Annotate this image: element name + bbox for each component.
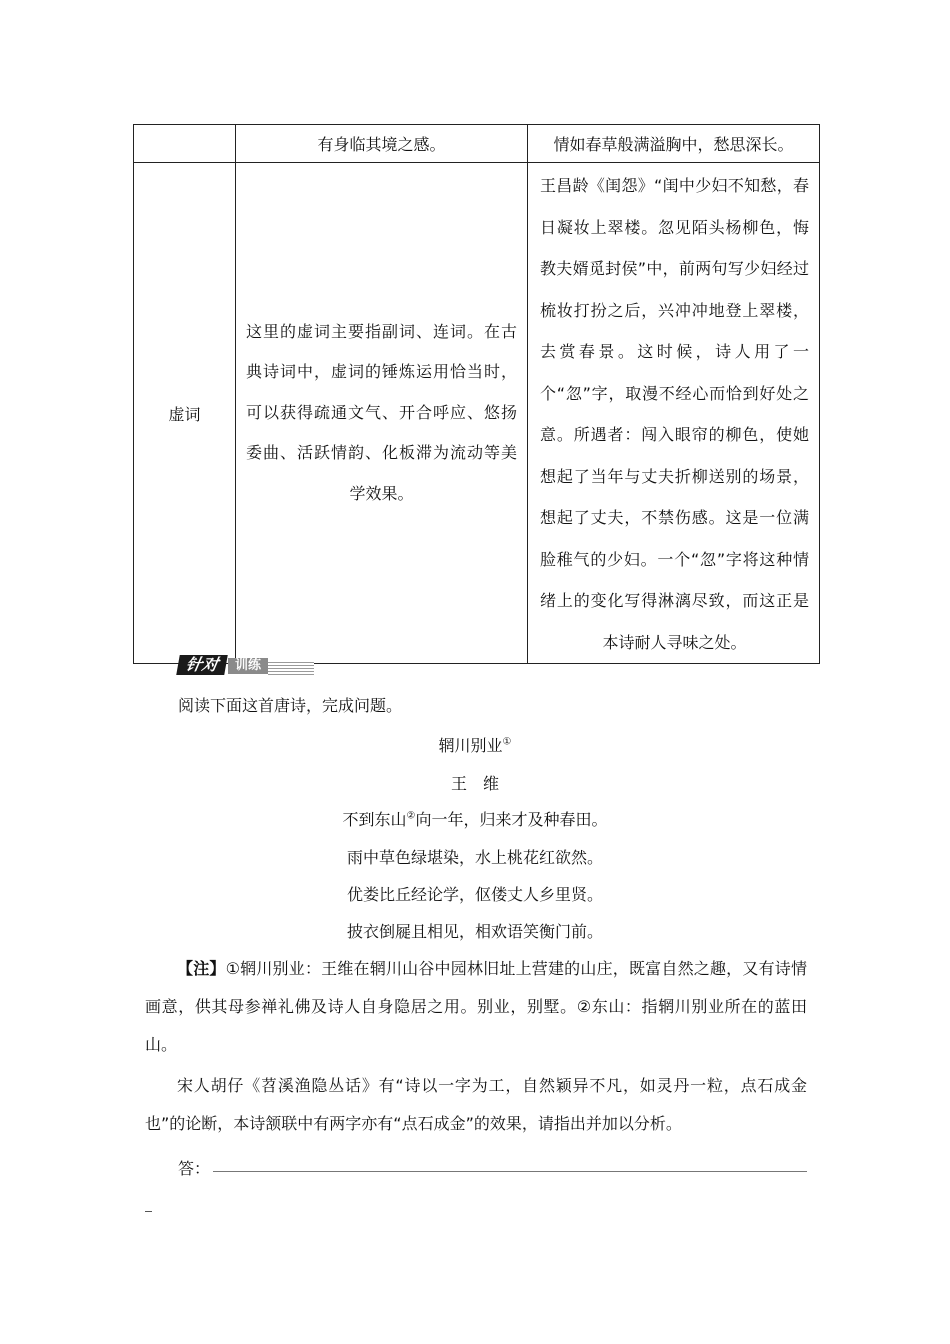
question-text: 宋人胡仔《苕溪渔隐丛话》有“诗以一字为工，自然颖异不凡，如灵丹一粒，点石成金也”的论断，本诗颔联中有两字亦有“点石成金”的效果，请指出并加以分析。 [145, 1076, 807, 1133]
poem-line: 雨中草色绿堪染，水上桃花红欲然。 [346, 848, 603, 867]
table-cell-category [134, 125, 236, 163]
poem-note [145, 950, 807, 1064]
comparison-table [133, 124, 820, 664]
table-cell-explanation [236, 163, 528, 664]
banner-stripes [268, 662, 314, 675]
answer-line[interactable] [213, 1171, 807, 1172]
note-label: 【注】 [177, 959, 226, 978]
footnote-mark: ① [502, 736, 512, 748]
answer-line-continuation [145, 1211, 152, 1212]
poem-line-part: 不到东山 [342, 810, 407, 829]
poem-line [0, 807, 950, 830]
banner-label-primary: 针对 [176, 655, 228, 675]
poem-line: 披衣倒屣且相见，相欢语笑衡门前。 [346, 922, 603, 941]
poem-author: 王 维 [450, 774, 499, 793]
answer-label: 答： [178, 1159, 211, 1178]
table-cell-example [528, 163, 820, 664]
example-text: 王昌龄《闺怨》“闺中少妇不知愁，春日凝妆上翠楼。忽见陌头杨柳色，悔教夫婿觅封侯”中，前两句写少妇经过梳妆打扮之后，兴冲冲地登上翠楼，去赏春景。这时候，诗人用了一个“忽”字，取漫不经心而恰到好处之意。所遇者：闯入眼帘的柳色，使她想起了当年与丈夫折柳送别的场景，想起了丈夫，不禁伤感。这是一位满脸稚气的少妇。一个“忽”字将这种情绪上的变化写得淋漓尽致，而这正是本诗耐人寻味之处。 [540, 176, 809, 652]
explanation-text: 这里的虚词主要指副词、连词。在古典诗词中，虚词的锤炼运用恰当时，可以获得疏通文气、开合呼应、悠扬委曲、活跃情韵、化板滞为流动等美学效果。 [246, 321, 517, 503]
footnote-mark: ② [406, 810, 416, 822]
table-row [134, 125, 820, 163]
table-cell-example: 情如春草般满溢胸中，愁思深长。 [528, 125, 820, 163]
note-text: ①辋川别业：王维在辋川山谷中园林旧址上营建的山庄，既富自然之趣，又有诗情画意，供其母参禅礼佛及诗人自身隐居之用。别业，别墅。②东山：指辋川别业所在的蓝田山。 [145, 959, 807, 1054]
poem-title [0, 733, 950, 756]
poem-line: 优娄比丘经论学，伛偻丈人乡里贤。 [346, 885, 603, 904]
poem-title-text: 辋川别业 [438, 736, 503, 755]
table-cell-category: 虚词 [134, 163, 236, 664]
banner-label-secondary: 训练 [228, 658, 268, 674]
poem-line-part: 向一年，归来才及种春田。 [415, 810, 608, 829]
table-cell-explanation: 有身临其境之感。 [236, 125, 528, 163]
section-banner [178, 655, 314, 677]
instruction-text: 阅读下面这首唐诗，完成问题。 [178, 696, 403, 715]
table-row [134, 163, 820, 664]
